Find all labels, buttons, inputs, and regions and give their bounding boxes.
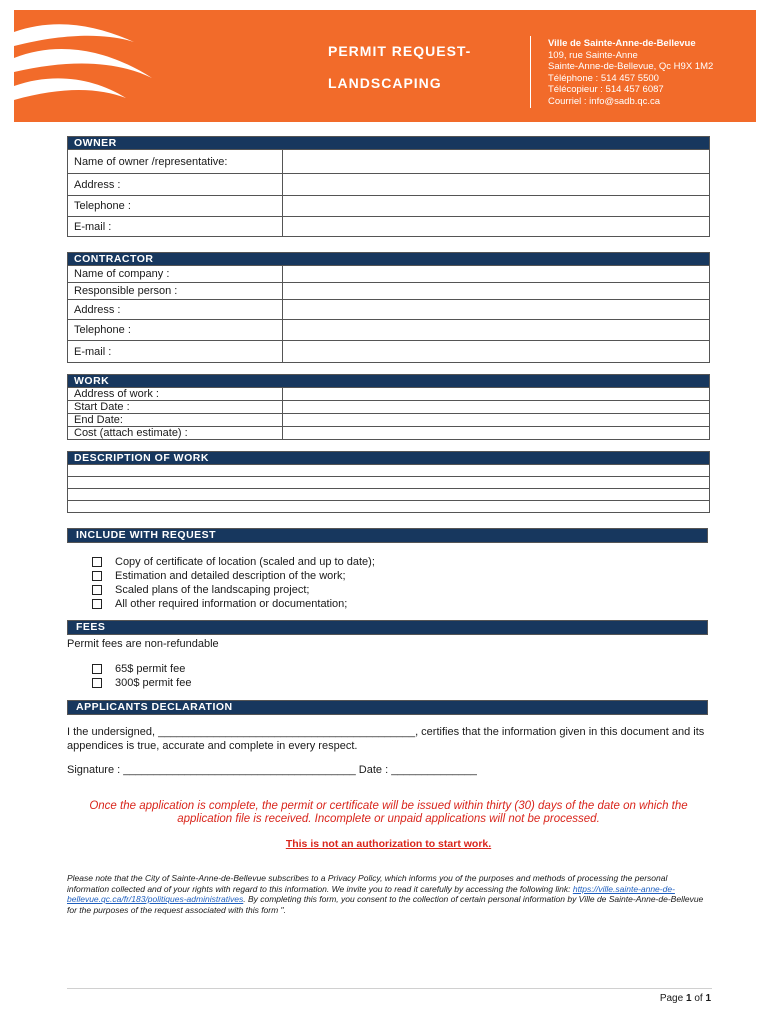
work-start-field[interactable] — [283, 401, 710, 414]
page-total: 1 — [705, 993, 711, 1004]
contractor-email-field[interactable] — [283, 341, 710, 363]
signature-line: Signature : ______________________________________ Date : ______________ — [67, 764, 477, 776]
include-item — [92, 555, 375, 569]
owner-heading: OWNER — [68, 137, 710, 150]
contractor-address-label: Address : — [68, 300, 283, 320]
description-line-1[interactable] — [68, 465, 710, 477]
work-address-label: Address of work : — [68, 388, 283, 401]
footer-divider — [67, 988, 712, 989]
work-cost-label: Cost (attach estimate) : — [68, 427, 283, 440]
city-logo-waves — [14, 10, 164, 122]
include-item-label: Scaled plans of the landscaping project; — [115, 584, 310, 596]
include-heading: INCLUDE WITH REQUEST — [67, 528, 708, 543]
owner-address-field[interactable] — [283, 174, 710, 196]
header-divider — [530, 36, 531, 108]
work-heading: WORK — [68, 375, 710, 388]
include-item — [92, 569, 375, 583]
declaration-text: I the undersigned, __________________________________________, certifies that the information given in this document and its appendices is true, accurate and complete in every respect. — [67, 726, 705, 752]
description-line-3[interactable] — [68, 489, 710, 501]
title-line-2: LANDSCAPING — [328, 75, 442, 91]
work-address-field[interactable] — [283, 388, 710, 401]
include-item-label: All other required information or documentation; — [115, 598, 348, 610]
description-heading: DESCRIPTION OF WORK — [68, 452, 710, 465]
owner-telephone-field[interactable] — [283, 196, 710, 217]
fees-checklist — [92, 662, 191, 690]
work-end-field[interactable] — [283, 414, 710, 427]
of-label: of — [694, 993, 703, 1004]
contractor-company-field[interactable] — [283, 266, 710, 283]
contractor-address-field[interactable] — [283, 300, 710, 320]
locality: Sainte-Anne-de-Bellevue, Qc H9X 1M2 — [548, 61, 714, 72]
contractor-telephone-field[interactable] — [283, 320, 710, 341]
page-label: Page — [659, 993, 684, 1004]
checkbox[interactable] — [92, 678, 102, 688]
page-number — [660, 993, 711, 1004]
fee-item-label: 65$ permit fee — [115, 663, 186, 675]
no-authorization-warning: This is not an authorization to start work. — [285, 838, 492, 850]
fees-note: Permit fees are non-refundable — [67, 638, 219, 650]
include-item — [92, 597, 375, 611]
description-line-4[interactable] — [68, 501, 710, 513]
checkbox[interactable] — [92, 585, 102, 595]
checkbox[interactable] — [92, 664, 102, 674]
contact-block — [548, 38, 713, 107]
street-address: 109, rue Sainte-Anne — [548, 49, 638, 61]
privacy-text-end: . By completing this form, you consent to the collection of certain personal information by Ville de Sainte-Anne-de-Bellevue for the purposes of the request associated with this form ". — [67, 894, 704, 915]
description-line-2[interactable] — [68, 477, 710, 489]
fax: Télécopieur : 514 457 6087 — [548, 84, 664, 95]
include-item-label: Copy of certificate of location (scaled and up to date); — [115, 556, 375, 568]
work-cost-field[interactable] — [283, 427, 710, 440]
page-current: 1 — [685, 993, 692, 1004]
fee-item — [92, 676, 191, 690]
contractor-responsible-label: Responsible person : — [68, 283, 283, 300]
contractor-telephone-label: Telephone : — [68, 320, 283, 341]
owner-telephone-label: Telephone : — [68, 196, 283, 217]
privacy-policy-link[interactable]: https://ville.sainte-anne-de-bellevue.qc.ca/fr/183/politiques-administratives — [67, 883, 675, 904]
email: Courriel : info@sadb.qc.ca — [548, 95, 661, 107]
include-item — [92, 583, 375, 597]
work-start-label: Start Date : — [68, 401, 283, 414]
contractor-heading: CONTRACTOR — [68, 253, 710, 266]
privacy-notice — [67, 873, 707, 915]
owner-name-label: Name of owner /representative: — [68, 150, 283, 174]
declaration-heading: APPLICANTS DECLARATION — [67, 700, 708, 715]
contractor-section — [67, 252, 710, 363]
fee-item-label: 300$ permit fee — [115, 677, 192, 689]
checkbox[interactable] — [92, 557, 102, 567]
description-section — [67, 451, 710, 513]
owner-name-field[interactable] — [283, 150, 710, 174]
fee-item — [92, 662, 191, 676]
city-name: Ville de Sainte-Anne-de-Bellevue — [548, 38, 696, 49]
checkbox[interactable] — [92, 599, 102, 609]
title-line-1: PERMIT REQUEST- — [328, 43, 472, 59]
contractor-responsible-field[interactable] — [283, 283, 710, 300]
fees-heading: FEES — [67, 620, 708, 635]
include-item-label: Estimation and detailed description of the work; — [115, 570, 346, 582]
owner-section — [67, 136, 710, 237]
privacy-text: Please note that the City of Sainte-Anne-de-Bellevue subscribes to a Privacy Policy, which informs you of the purposes and methods of processing the personal information collected and of your rights with regard to this information. We invite you to read it carefully by accessing the following link: — [67, 873, 668, 894]
header-banner — [14, 10, 756, 122]
include-checklist — [92, 555, 375, 611]
work-end-label: End Date: — [68, 414, 283, 427]
work-section — [67, 374, 710, 440]
owner-email-field[interactable] — [283, 217, 710, 237]
contractor-email-label: E-mail : — [68, 341, 283, 363]
processing-notice: Once the application is complete, the permit or certificate will be issued within thirty (30) days of the date on which the application file is received. Incomplete or unpaid applications will not be processed. — [89, 800, 688, 825]
owner-address-label: Address : — [68, 174, 283, 196]
phone: Téléphone : 514 457 5500 — [548, 72, 659, 84]
contractor-company-label: Name of company : — [68, 266, 283, 283]
checkbox[interactable] — [92, 571, 102, 581]
owner-email-label: E-mail : — [68, 217, 283, 237]
